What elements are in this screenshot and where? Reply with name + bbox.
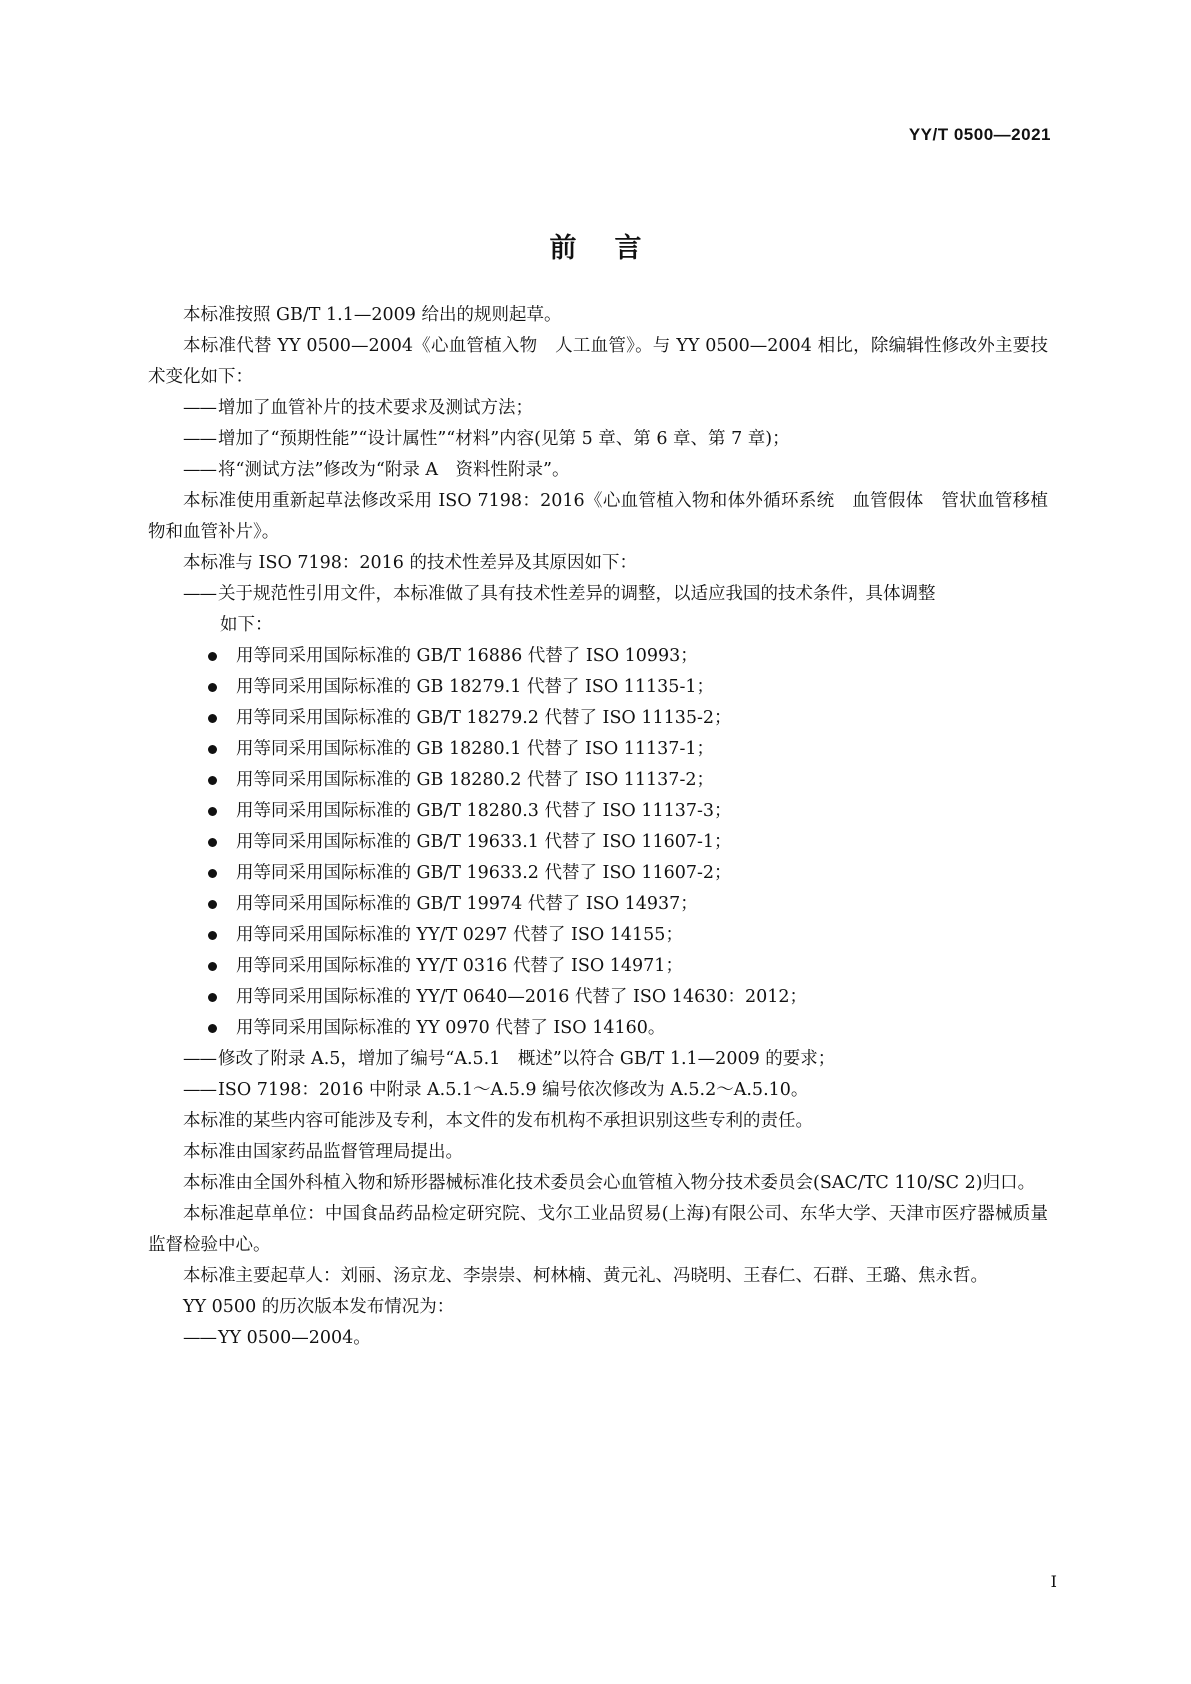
page-number: I [1050,1572,1057,1591]
list-item: 用等同采用国际标准的 GB/T 16886 代替了 ISO 10993； [206,641,1048,672]
paragraph: 本标准起草单位：中国食品药品检定研究院、戈尔工业品贸易(上海)有限公司、东华大学、天津市医疗器械质量监督检验中心。 [148,1204,1048,1255]
paragraph: 本标准的某些内容可能涉及专利，本文件的发布机构不承担识别这些专利的责任。 [183,1111,813,1131]
dash-item-continuation: 如下： [220,615,273,635]
bullet-list [148,641,1048,1044]
list-item: 用等同采用国际标准的 GB/T 19974 代替了 ISO 14937； [206,889,1048,920]
dash-item-text: ISO 7198：2016 中附录 A.5.1～A.5.9 编号依次修改为 A.5.2～A.5.10。 [218,1080,809,1100]
dash-item [183,1323,1048,1354]
dash-item [183,424,1048,455]
paragraph: 本标准与 ISO 7198：2016 的技术性差异及其原因如下： [183,553,638,573]
list-item: 用等同采用国际标准的 GB/T 18280.3 代替了 ISO 11137-3； [206,796,1048,827]
paragraph: 本标准使用重新起草法修改采用 ISO 7198：2016《心血管植入物和体外循环系统 血管假体 管状血管移植物和血管补片》。 [148,491,1048,542]
dash-mark: —— [183,1049,216,1069]
paragraph: 本标准主要起草人：刘丽、汤京龙、李崇崇、柯林楠、黄元礼、冯晓明、王春仁、石群、王璐、焦永哲。 [183,1266,988,1286]
dash-item [183,455,1048,486]
dash-item-text: YY 0500—2004。 [218,1328,371,1348]
dash-item-text: 将“测试方法”修改为“附录 A 资料性附录”。 [218,460,570,480]
dash-item [183,393,1048,424]
list-item: 用等同采用国际标准的 YY/T 0640—2016 代替了 ISO 14630：2012； [206,982,1048,1013]
paragraph: 本标准由国家药品监督管理局提出。 [183,1142,463,1162]
dash-mark: —— [183,429,216,449]
dash-mark: —— [183,460,216,480]
dash-mark: —— [183,398,216,418]
dash-mark: —— [183,1080,216,1100]
document-body [148,300,1048,1354]
dash-item [183,579,1048,610]
paragraph: 本标准由全国外科植入物和矫形器械标准化技术委员会心血管植入物分技术委员会(SAC/TC 110/SC 2)归口。 [183,1173,1036,1193]
paragraph: YY 0500 的历次版本发布情况为： [183,1297,455,1317]
paragraph: 本标准代替 YY 0500—2004《心血管植入物 人工血管》。与 YY 0500—2004 相比，除编辑性修改外主要技术变化如下： [148,336,1048,387]
list-item: 用等同采用国际标准的 GB/T 19633.2 代替了 ISO 11607-2； [206,858,1048,889]
list-item: 用等同采用国际标准的 GB 18280.2 代替了 ISO 11137-2； [206,765,1048,796]
list-item: 用等同采用国际标准的 GB 18279.1 代替了 ISO 11135-1； [206,672,1048,703]
dash-item [183,1075,1048,1106]
dash-mark: —— [183,1328,216,1348]
dash-mark: —— [183,584,216,604]
dash-item-text: 增加了“预期性能”“设计属性”“材料”内容(见第 5 章、第 6 章、第 7 章)； [218,429,790,449]
paragraph: 本标准按照 GB/T 1.1—2009 给出的规则起草。 [183,305,562,325]
list-item: 用等同采用国际标准的 GB/T 18279.2 代替了 ISO 11135-2； [206,703,1048,734]
dash-item [183,1044,1048,1075]
dash-item-text: 增加了血管补片的技术要求及测试方法； [218,398,533,418]
dash-item-text: 关于规范性引用文件，本标准做了具有技术性差异的调整，以适应我国的技术条件，具体调整 [218,584,936,604]
standard-code: YY/T 0500—2021 [908,125,1051,144]
list-item: 用等同采用国际标准的 YY 0970 代替了 ISO 14160。 [206,1013,1048,1044]
page-title: 前言 [549,233,680,264]
dash-item-text: 修改了附录 A.5，增加了编号“A.5.1 概述”以符合 GB/T 1.1—2009 的要求； [218,1049,836,1069]
list-item: 用等同采用国际标准的 GB/T 19633.1 代替了 ISO 11607-1； [206,827,1048,858]
list-item: 用等同采用国际标准的 GB 18280.1 代替了 ISO 11137-1； [206,734,1048,765]
list-item: 用等同采用国际标准的 YY/T 0297 代替了 ISO 14155； [206,920,1048,951]
list-item: 用等同采用国际标准的 YY/T 0316 代替了 ISO 14971； [206,951,1048,982]
